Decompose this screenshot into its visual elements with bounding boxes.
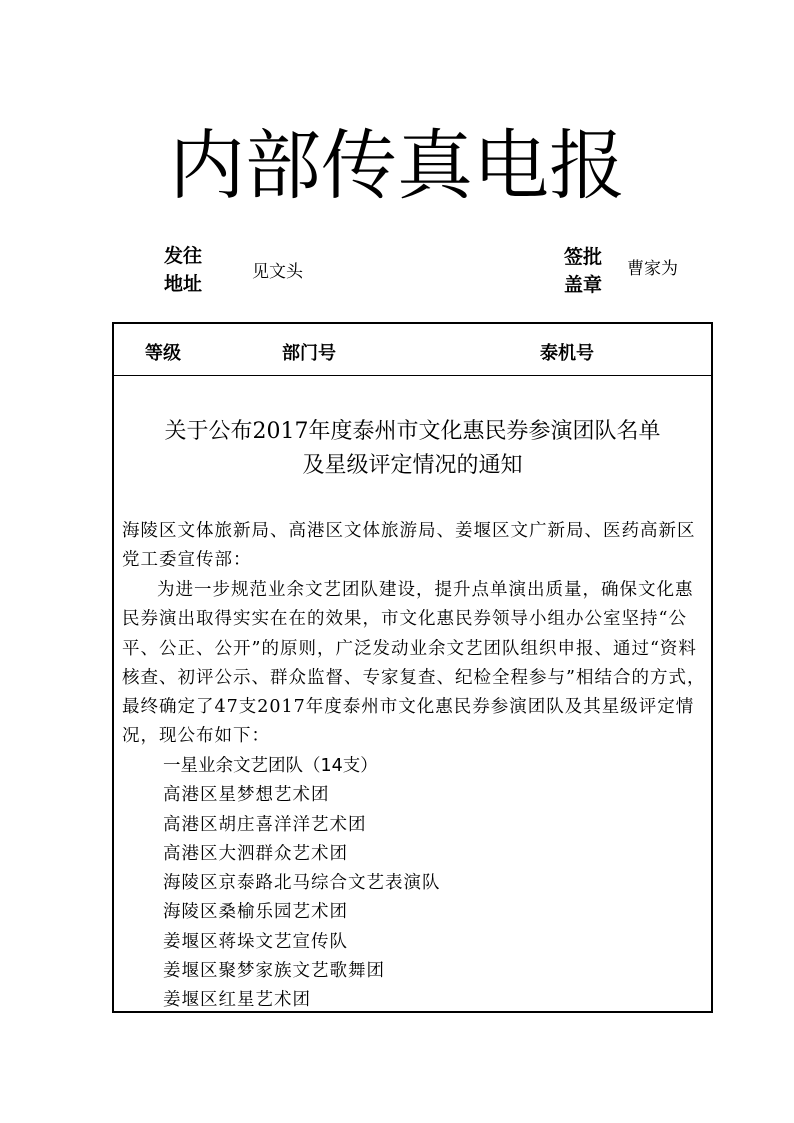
list-item: 高港区星梦想艺术团 [163, 785, 330, 806]
notice-title-line-1: 关于公布2017年度泰州市文化惠民券参演团队名单 [164, 419, 661, 444]
telegram-box [112, 322, 713, 1013]
notice-recipients: 海陵区文体旅新局、高港区文体旅游局、姜堰区文广新局、医药高新区党工委宣传部： [122, 521, 696, 571]
list-item: 姜堰区蒋垛文艺宣传队 [163, 931, 348, 952]
header-sign-value: 曹家为 [627, 259, 678, 279]
box-divider [114, 375, 711, 376]
notice-title-line-2: 及星级评定情况的通知 [302, 453, 523, 478]
dept-label: 部门号 [282, 343, 336, 364]
list-item: 海陵区桑榆乐园艺术团 [163, 902, 348, 923]
header-sign-label-2: 盖章 [564, 274, 603, 296]
header-to-label-1: 发往 [164, 245, 203, 267]
team-list [163, 752, 441, 1016]
list-item: 高港区胡庄喜洋洋艺术团 [163, 814, 367, 835]
list-item: 高港区大泗群众艺术团 [163, 843, 348, 864]
grade-label: 等级 [145, 343, 181, 364]
fax-number-label: 泰机号 [540, 343, 594, 364]
list-item: 姜堰区聚梦家族文艺歌舞团 [163, 961, 385, 982]
category-heading: 一星业余文艺团队（14支） [163, 756, 378, 776]
header-sign-label-1: 签批 [564, 246, 603, 268]
header-to-value: 见文头 [252, 262, 303, 282]
header-to-label-2: 地址 [164, 273, 203, 295]
list-item: 海陵区京泰路北马综合文艺表演队 [163, 873, 441, 894]
list-item: 姜堰区红星艺术团 [163, 990, 311, 1011]
notice-body: 为进一步规范业余文艺团队建设，提升点单演出质量，确保文化惠民券演出取得实实在在的效果，市文化惠民券领导小组办公室坚持“公平、公正、公开”的原则，广泛发动业余文艺团队组织申报、通过“资料核查、初评公示、群众监督、专家复查、纪检全程参与”相结合的方式，最终确定了47支2017年度泰州市文化惠民券参演团队及其星级评定情况，现公布如下： [122, 580, 706, 747]
main-title: 内部传真电报 [169, 121, 625, 210]
